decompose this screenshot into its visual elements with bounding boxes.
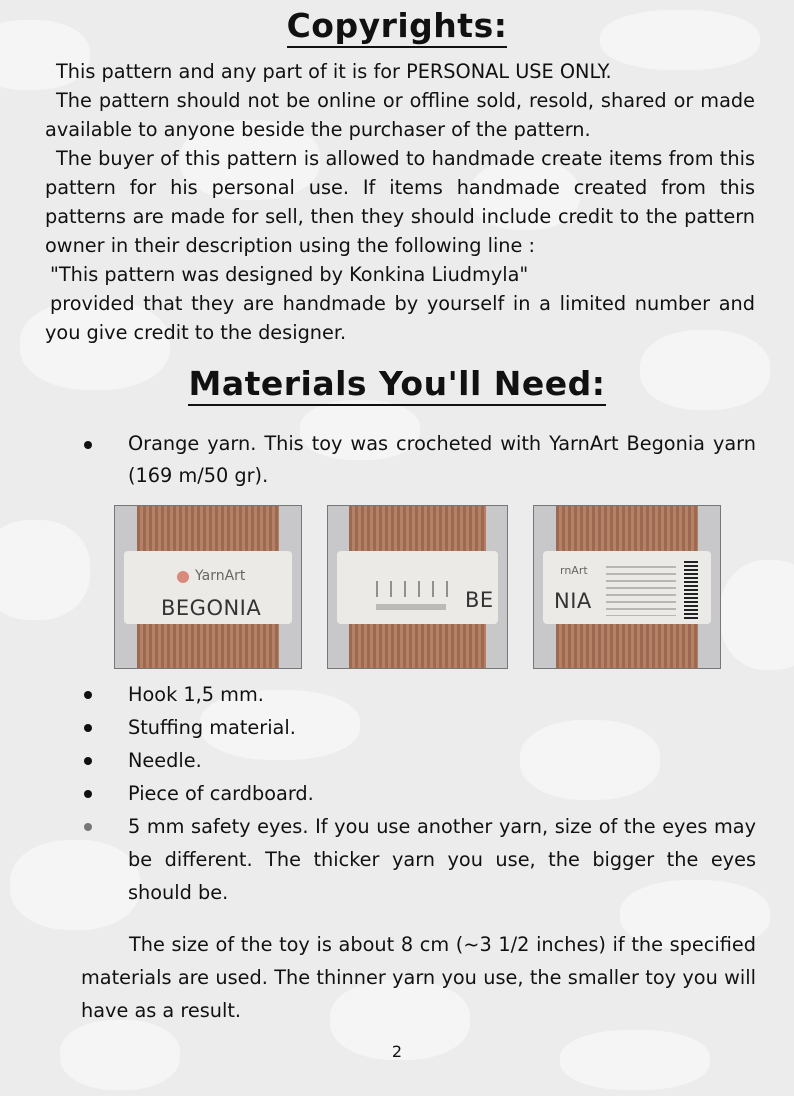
material-item-label: Hook 1,5 mm.: [128, 683, 264, 706]
copyright-paragraph-5: provided that they are handmade by yourself in a limited number and you give credit to the designer.: [45, 292, 755, 344]
copyright-paragraph-2: The pattern should not be online or offline sold, resold, shared or made available to anyone beside the purchaser of the pattern.: [45, 89, 755, 141]
bullet-icon: [84, 757, 92, 765]
materials-list-bottom: [84, 678, 756, 909]
yarn-photo-care-symbols: [327, 505, 508, 669]
bullet-icon: [84, 724, 92, 732]
material-item-cardboard: [84, 777, 756, 810]
bullet-icon: [84, 691, 92, 699]
material-item-label: Stuffing material.: [128, 716, 296, 739]
yarn-name-label: BEGONIA: [161, 596, 262, 620]
page-number: 2: [391, 1042, 403, 1061]
materials-heading: Materials You'll Need:: [0, 364, 794, 403]
yarn-name-partial: BE: [465, 588, 494, 612]
yarn-brand-partial: rnArt: [560, 564, 588, 577]
size-note: [81, 928, 756, 1027]
material-item-safety-eyes: [84, 810, 756, 909]
material-item-label: Orange yarn. This toy was crocheted with YarnArt Begonia yarn (169 m/50 gr).: [128, 432, 756, 487]
materials-list-top: [84, 428, 756, 492]
material-item-label: 5 mm safety eyes. If you use another yarn, size of the eyes may be different. The thicker yarn you use, the bigger the eyes should be.: [128, 815, 756, 904]
bullet-icon: [84, 823, 92, 831]
material-item-label: Piece of cardboard.: [128, 782, 314, 805]
copyrights-text: [45, 57, 755, 347]
yarn-photo-front: [114, 505, 302, 669]
yarn-name-partial-2: NIA: [554, 589, 592, 613]
bullet-icon: [84, 790, 92, 798]
bullet-icon: [84, 441, 92, 449]
material-item-label: Needle.: [128, 749, 202, 772]
yarn-brand-label: YarnArt: [195, 568, 246, 584]
material-item-stuffing: [84, 711, 756, 744]
yarn-photo-composition: [533, 505, 721, 669]
copyright-paragraph-1: This pattern and any part of it is for PERSONAL USE ONLY.: [56, 60, 612, 83]
copyrights-heading: Copyrights:: [0, 6, 794, 45]
material-item-needle: [84, 744, 756, 777]
material-item-hook: [84, 678, 756, 711]
size-note-text: The size of the toy is about 8 cm (~3 1/2 inches) if the specified materials are used. The thinner yarn you use, the smaller toy you will have as a result.: [81, 933, 756, 1022]
material-item-yarn: [84, 428, 756, 492]
copyright-credit-line: "This pattern was designed by Konkina Liudmyla": [50, 263, 529, 286]
copyright-paragraph-3: The buyer of this pattern is allowed to handmade create items from this pattern for his personal use. If items handmade created from this patterns are made for sell, then they should include credit to the pattern owner in their description using the following line :: [45, 147, 755, 257]
